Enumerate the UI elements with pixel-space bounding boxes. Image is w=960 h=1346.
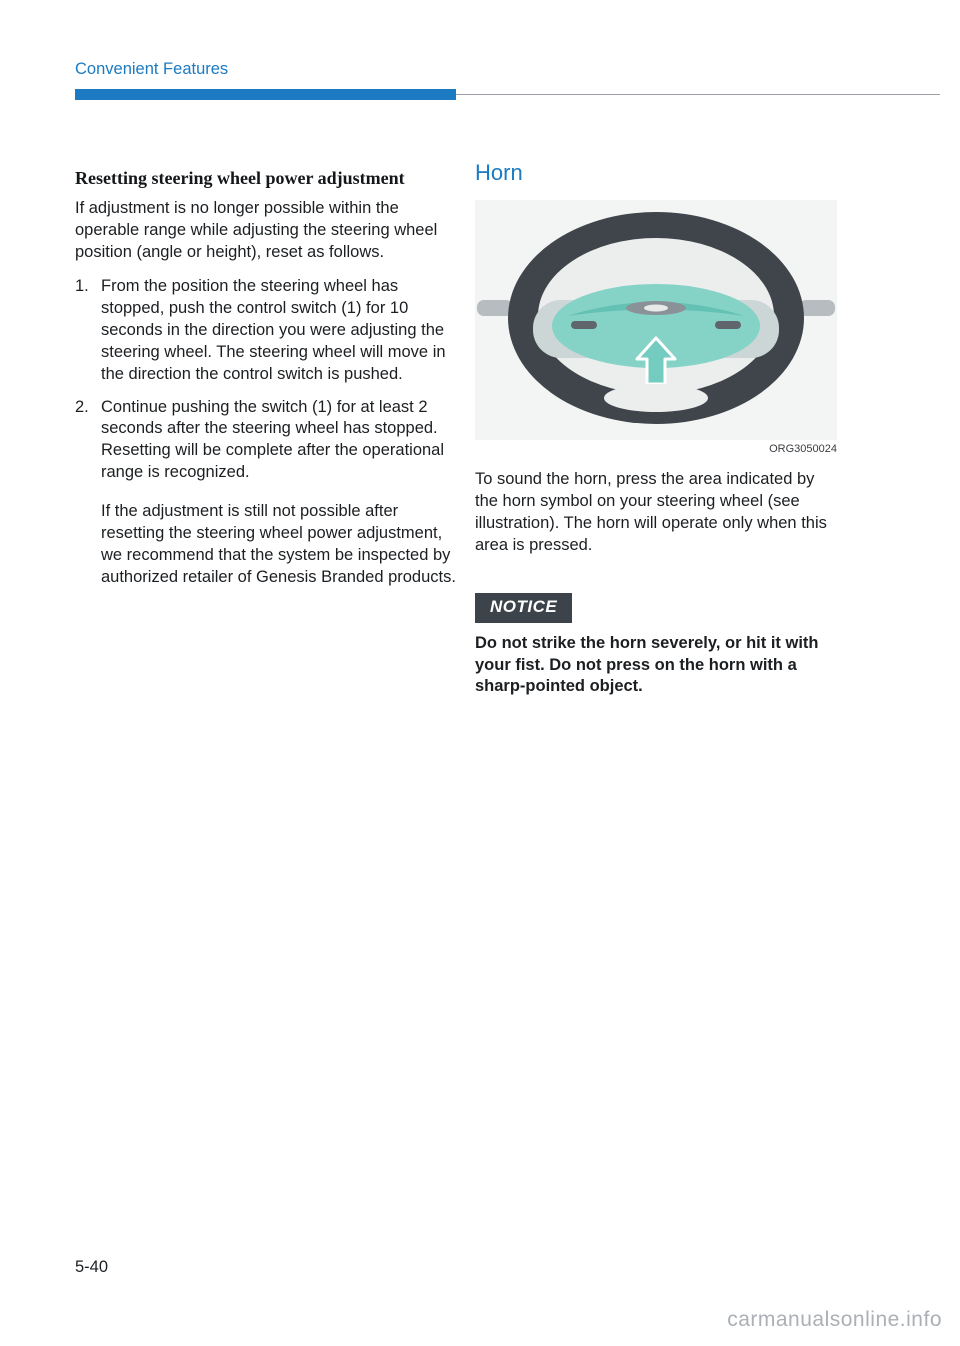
header-rule-line — [456, 94, 940, 95]
notice-text: Do not strike the horn severely, or hit it with your fist. Do not press on the horn with a sharp-pointed object. — [475, 633, 819, 696]
notice-label: NOTICE — [490, 596, 558, 616]
left-thumb-control — [571, 321, 597, 329]
right-stalk — [799, 300, 835, 316]
section-title: Convenient Features — [75, 60, 229, 78]
header-rule-accent — [75, 89, 456, 100]
step-item — [75, 397, 457, 485]
notice-badge — [475, 593, 572, 623]
wheel-bottom-cutout — [604, 384, 708, 412]
watermark: carmanualsonline.info — [727, 1308, 942, 1331]
subsection-heading: Resetting steering wheel power adjustment — [75, 168, 405, 188]
step-number: 1. — [75, 276, 89, 295]
horn-paragraph: To sound the horn, press the area indicated by the horn symbol on your steering wheel (see illustration). The horn will operate only when this area is pressed. — [475, 470, 827, 554]
step-number: 2. — [75, 397, 89, 416]
steering-wheel-figure — [475, 200, 837, 455]
right-thumb-control — [715, 321, 741, 329]
figure-caption: ORG3050024 — [769, 443, 837, 455]
followup-paragraph: If the adjustment is still not possible after resetting the steering wheel power adjustment, we recommend that the system be inspected by authorized retailer of Genesis Branded products. — [101, 501, 456, 586]
horn-heading: Horn — [475, 160, 523, 185]
page-number: 5-40 — [75, 1258, 109, 1276]
steering-wheel-svg — [475, 200, 837, 440]
wheel-emblem-center — [644, 305, 668, 312]
step-item — [75, 276, 457, 386]
steering-wheel-illustration — [475, 200, 837, 440]
step-text: From the position the steering wheel has stopped, push the control switch (1) for 10 seconds in the direction you were adjusting the steering wheel. The steering wheel will move in the direction the control switch is pushed. — [101, 276, 446, 383]
left-stalk — [477, 300, 513, 316]
left-column — [75, 168, 457, 605]
step-text: Continue pushing the switch (1) for at least 2 seconds after the steering wheel has stopped. Resetting will be complete after the operational range is recognized. — [101, 397, 445, 482]
right-column — [475, 160, 837, 698]
steps-list — [75, 276, 457, 484]
intro-paragraph: If adjustment is no longer possible within the operable range while adjusting the steering wheel position (angle or height), reset as follows. — [75, 199, 438, 261]
